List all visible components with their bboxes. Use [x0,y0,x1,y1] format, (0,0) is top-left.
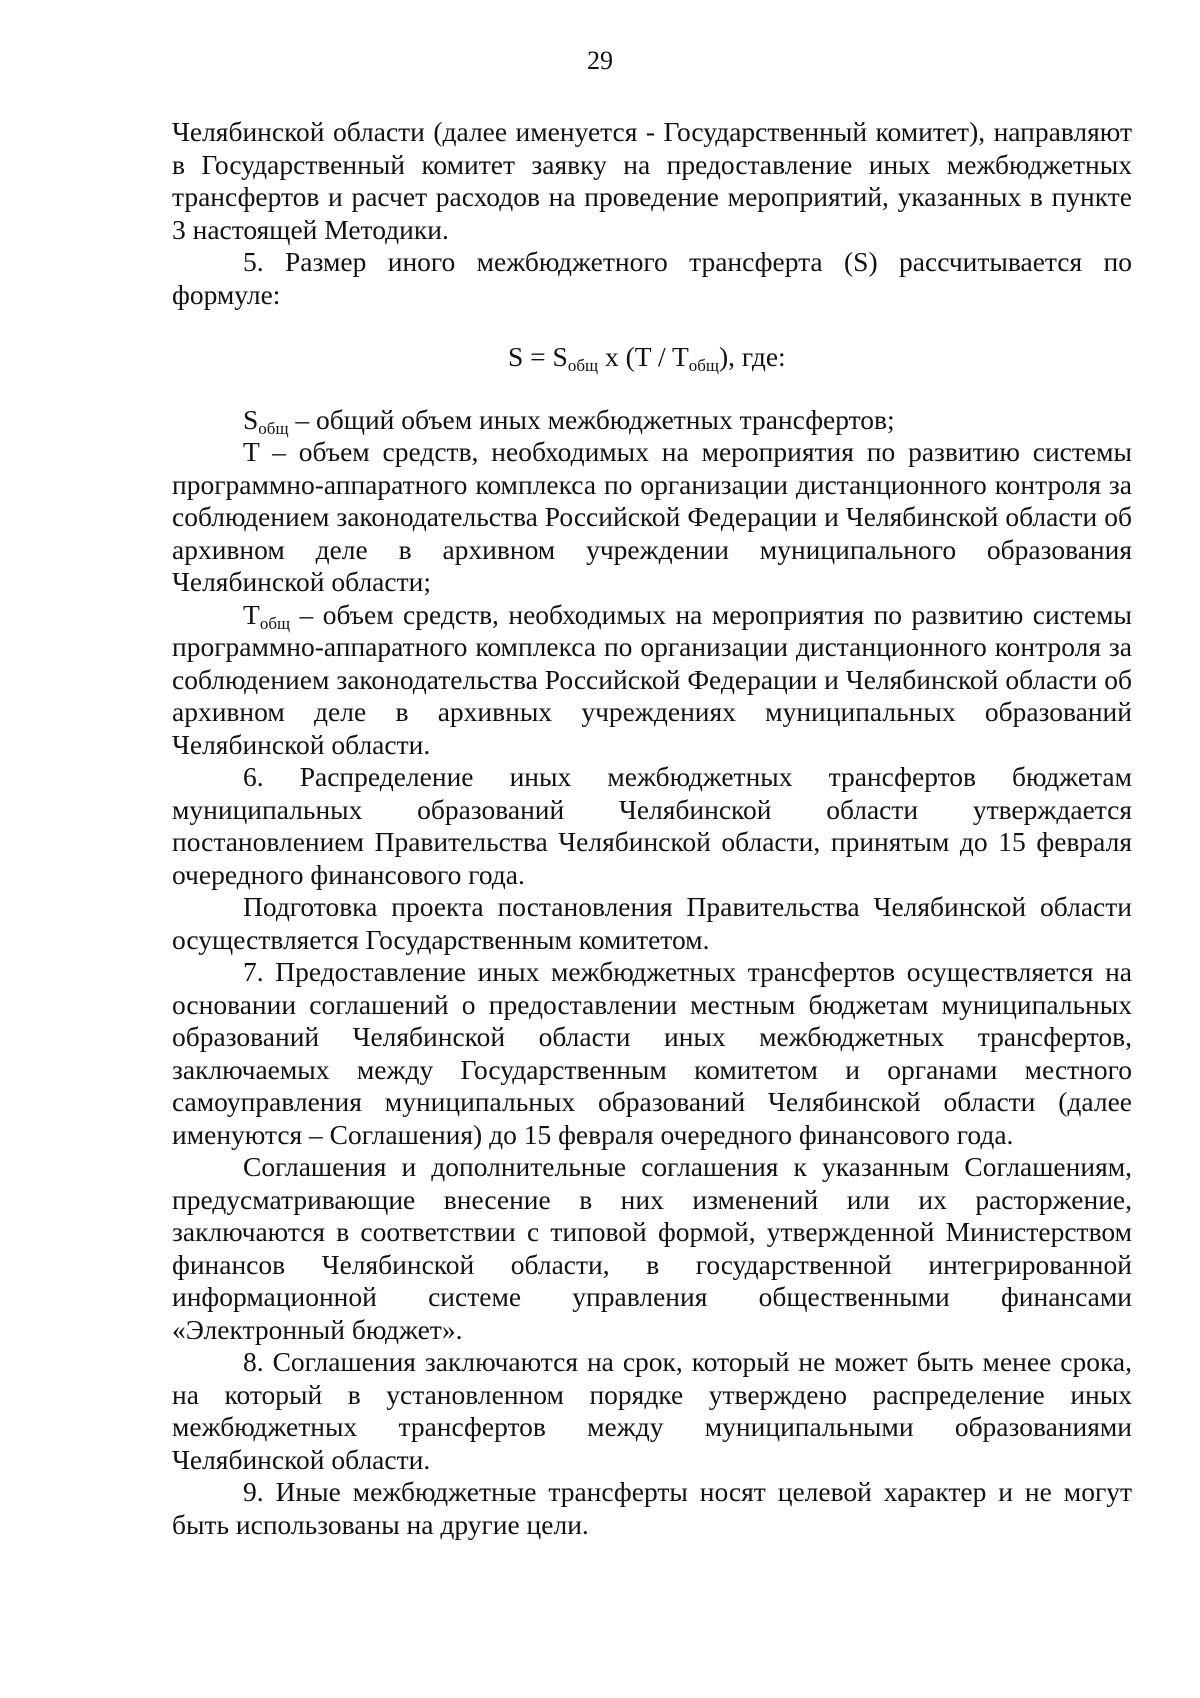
document-body [172,116,1132,1541]
definition-text: – объем средств, необходимых на мероприятия по развитию системы программно-аппаратного комплекса по организации дистанционного контроля за соблюдением законодательства Российской Федерации и Челябинской области об архивном деле в архивном учреждении муниципального образования Челябинской области; [172,436,1132,597]
paragraph-7: 7. Предоставление иных межбюджетных трансфертов осуществляется на основании соглашений о предоставлении местным бюджетам муниципальных образований Челябинской области иных межбюджетных трансфертов, заключаемых между Государственным комитетом и органами местного самоуправления муниципальных образований Челябинской области (далее именуются – Соглашения) до 15 февраля очередного финансового года. [172,956,1132,1150]
paragraph-9: 9. Иные межбюджетные трансферты носят целевой характер и не могут быть использованы на другие цели. [172,1476,1132,1540]
formula-subscript-2: общ [688,356,720,375]
definition-s-total [172,404,1132,437]
paragraph-5: 5. Размер иного межбюджетного трансферта (S) рассчитывается по формуле: [172,246,1132,310]
formula-middle: x (T / T [598,341,689,372]
definition-symbol: S [243,403,259,435]
definition-text: – общий объем иных межбюджетных трансфертов; [288,403,895,435]
definition-t [172,436,1132,599]
page-number: 29 [587,46,613,75]
formula-subscript-1: общ [567,356,599,375]
paragraph-7-agreements: Соглашения и дополнительные соглашения к указанным Соглашениям, предусматривающие внесение в них изменений или их расторжение, заключаются в соответствии с типовой формой, утвержденной Министерством финансов Челябинской области, в государственной интегрированной информационной системе управления общественными финансами «Электронный бюджет». [172,1151,1132,1345]
definition-t-total [172,599,1132,762]
definition-subscript: общ [259,613,291,633]
paragraph-8: 8. Соглашения заключаются на срок, который не может быть менее срока, на который в установленном порядке утверждено распределение иных межбюджетных трансфертов между муниципальными образованиями Челябинской области. [172,1346,1132,1475]
formula-tail: ), где: [719,341,786,372]
formula-lhs: S = S [508,341,568,372]
definition-symbol: T [243,436,260,467]
paragraph-continuation: Челябинской области (далее именуется - Государственный комитет), направляют в Государственный комитет заявку на предоставление иных межбюджетных трансфертов и расчет расходов на проведение мероприятий, указанных в пункте 3 настоящей Методики. [172,116,1132,245]
definition-subscript: общ [258,418,289,438]
paragraph-6-preparation: Подготовка проекта постановления Правительства Челябинской области осуществляется Государственным комитетом. [172,891,1132,955]
definition-symbol: T [243,598,260,630]
formula [172,341,1132,374]
paragraph-6: 6. Распределение иных межбюджетных трансфертов бюджетам муниципальных образований Челябинской области утверждается постановлением Правительства Челябинской области, принятым до 15 февраля очередного финансового года. [172,761,1132,890]
definition-text: – объем средств, необходимых на мероприятия по развитию системы программно-аппаратного комплекса по организации дистанционного контроля за соблюдением законодательства Российской Федерации и Челябинской области об архивном деле в архивных учреждениях муниципальных образований Челябинской области. [172,598,1132,760]
